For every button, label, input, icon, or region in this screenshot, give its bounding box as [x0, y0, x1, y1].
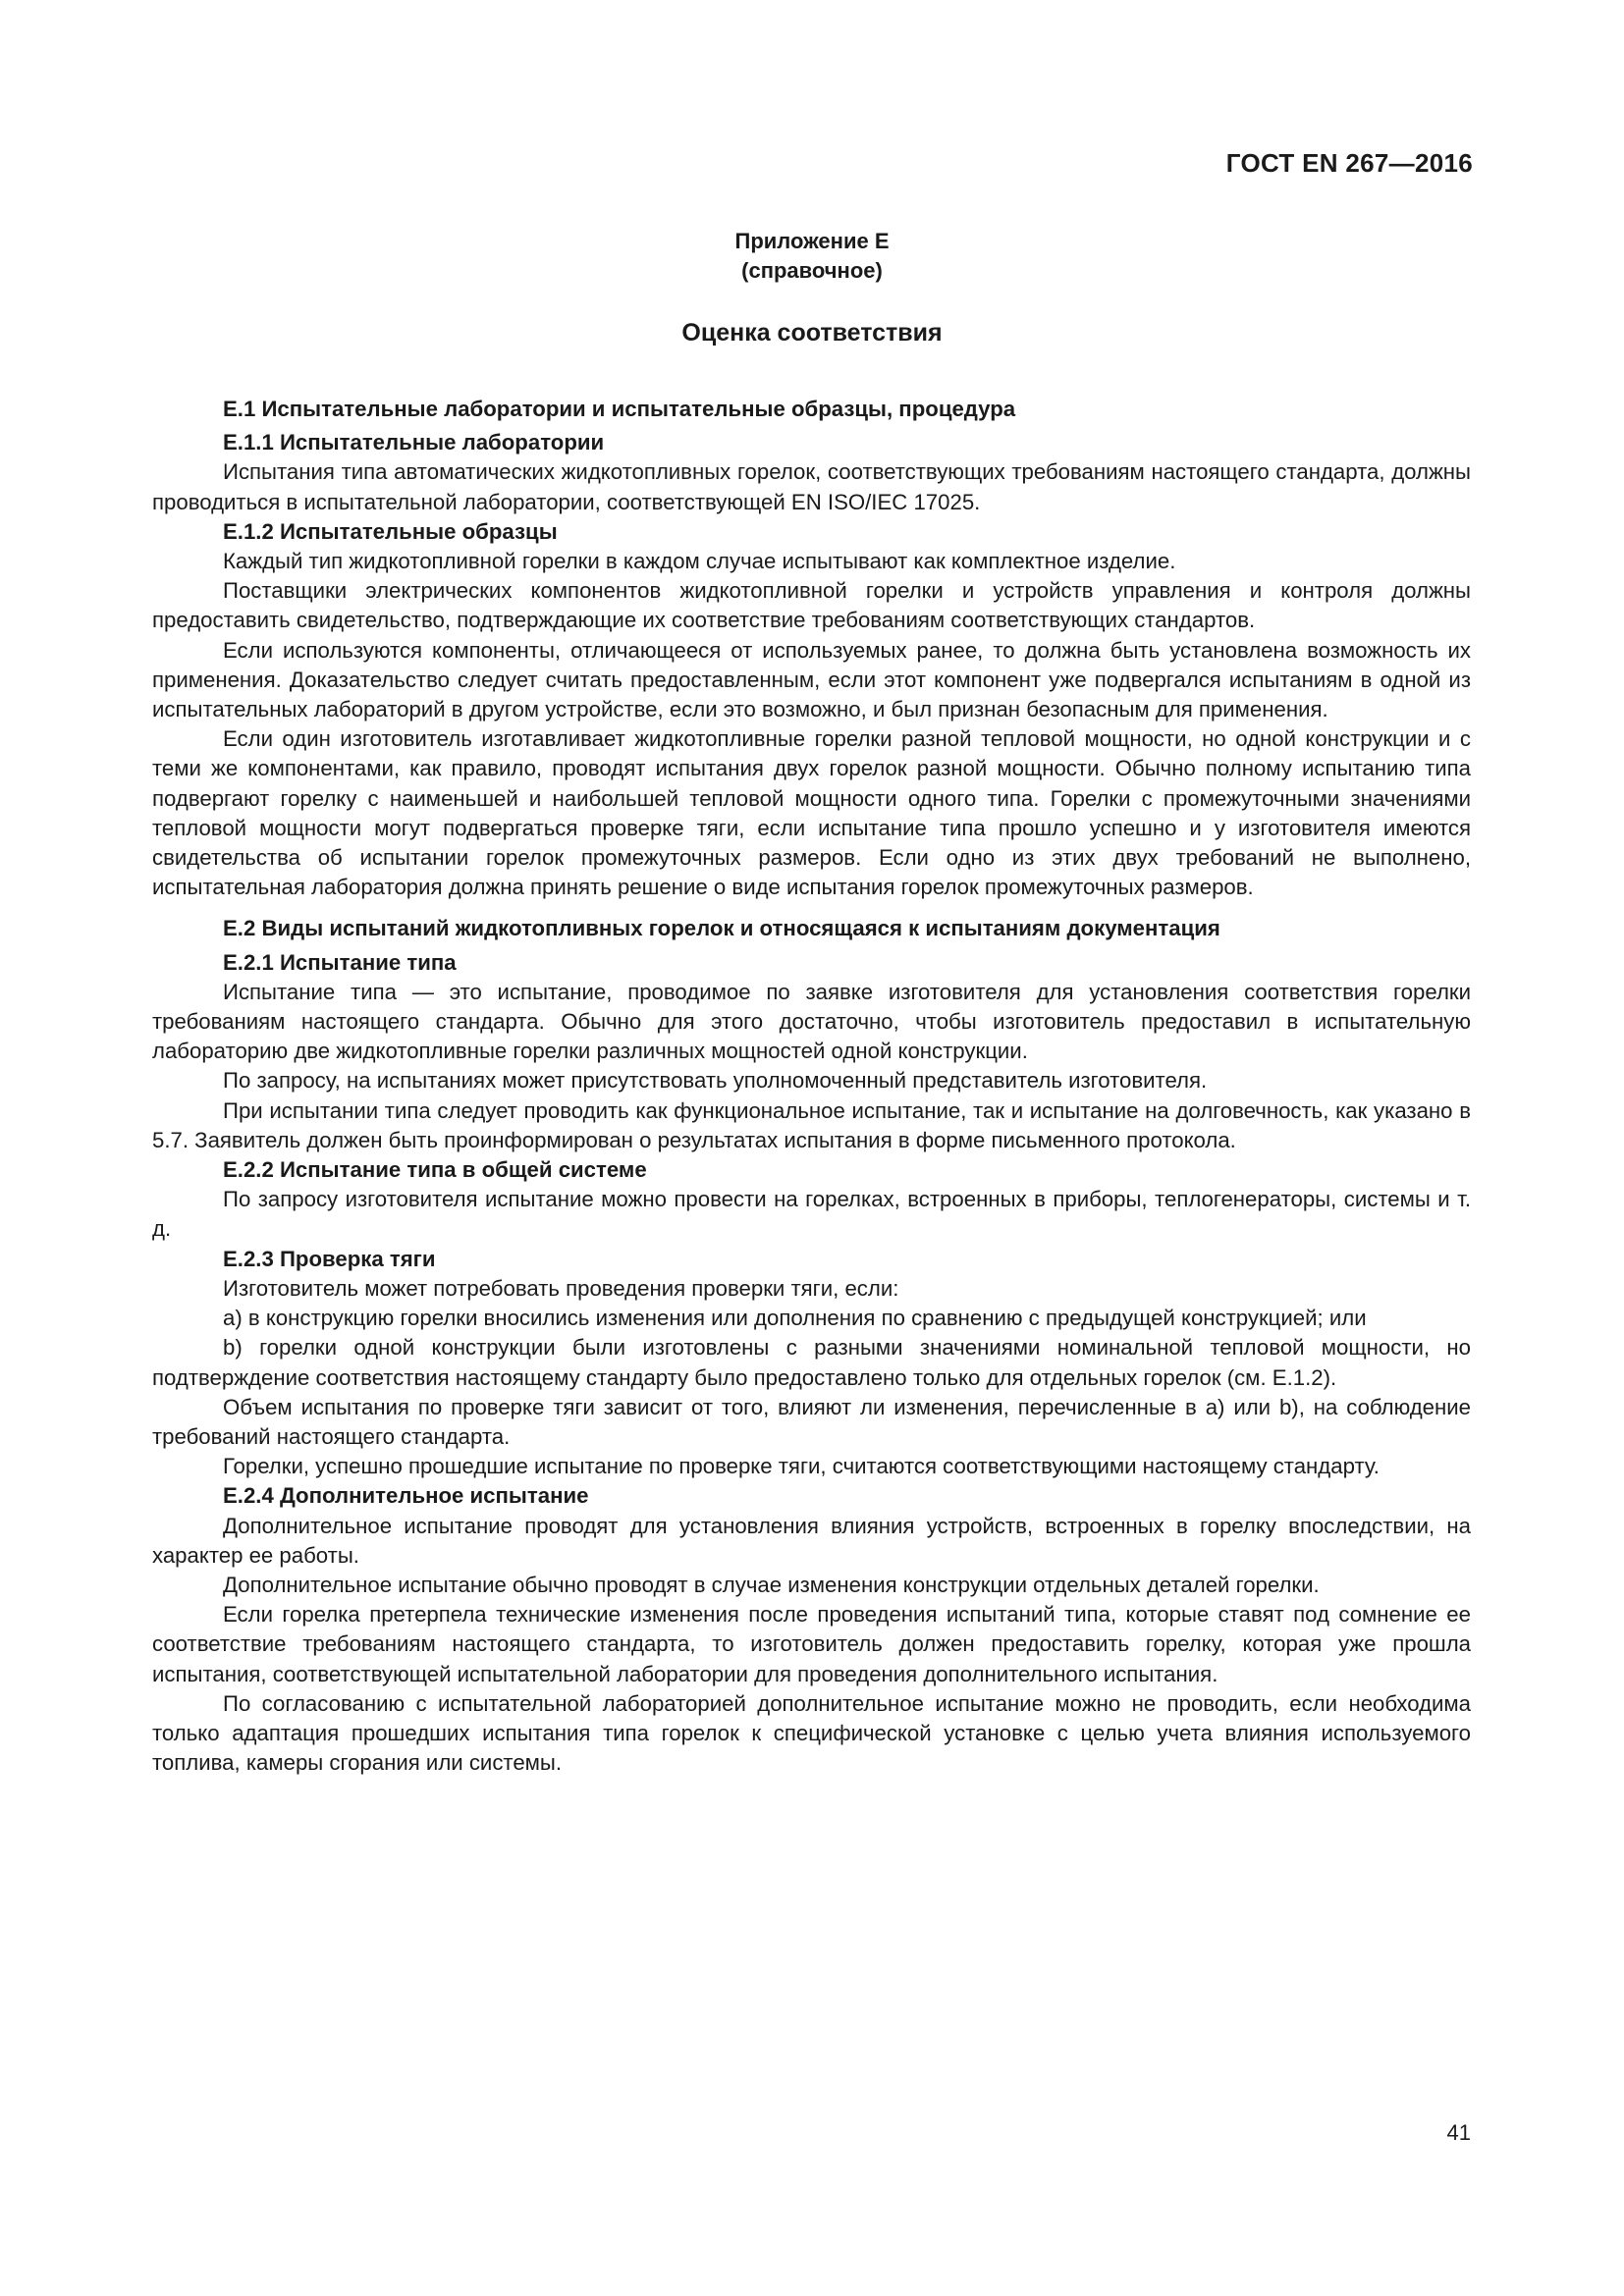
page-number: 41	[1446, 2120, 1471, 2145]
paragraph: Испытания типа автоматических жидкотопливных горелок, соответствующих требованиям настоящего стандарта, должны проводиться в испытательной лаборатории, соответствующей EN ISO/IEC 17025.	[152, 459, 1471, 514]
subsection-heading: Е.2.2 Испытание типа в общей системе	[223, 1157, 647, 1183]
paragraph: Если один изготовитель изготавливает жидкотопливные горелки разной тепловой мощности, но одной конструкции и с теми же компонентами, как правило, проводят испытания двух горелок разной мощности. Обычно полному испытанию типа подвергают горелку с наименьшей и наибольшей тепловой мощности одного типа. Горелки с промежуточными значениями тепловой мощности могут подвергаться проверке тяги, если испытание типа прошло успешно и у изготовителя имеются свидетельства об испытании горелок промежуточных размеров. Если одно из этих двух требований не выполнено, испытательная лаборатория должна принять решение о виде испытания горелок промежуточных размеров.	[152, 726, 1471, 900]
list-item: b) горелки одной конструкции были изготовлены с разными значениями номинальной тепловой мощности, но подтверждение соответствия настоящему стандарту было предоставлено только для отдельных горелок (см. Е.1.2).	[152, 1335, 1471, 1390]
paragraph: Дополнительное испытание обычно проводят в случае изменения конструкции отдельных деталей горелки.	[223, 1572, 1320, 1597]
subsection-heading: Е.2.3 Проверка тяги	[223, 1246, 436, 1271]
subsection-heading: Е.1.2 Испытательные образцы	[223, 518, 558, 544]
paragraph: Если горелка претерпела технические изменения после проведения испытаний типа, которые ставят под сомнение ее соответствие требованиям настоящего стандарта, то изготовитель должен предоставить горелку, которая уже прошла испытания, соответствующей испытательной лаборатории для проведения дополнительного испытания.	[152, 1602, 1471, 1686]
paragraph: Дополнительное испытание проводят для установления влияния устройств, встроенных в горелку впоследствии, на характер ее работы.	[152, 1513, 1471, 1568]
paragraph: Испытание типа — это испытание, проводимое по заявке изготовителя для установления соответствия горелки требованиям настоящего стандарта. Обычно для этого достаточно, чтобы изготовитель предоставил в испытательную лабораторию две жидкотопливные горелки различных мощностей одной конструкции.	[152, 979, 1471, 1064]
annex-heading	[0, 227, 1624, 286]
paragraph: Если используются компоненты, отличающееся от используемых ранее, то должна быть установлена возможность их применения. Доказательство следует считать предоставленным, если этот компонент уже подвергался испытаниям в одной из испытательных лабораторий в другом устройстве, если это возможно, и был признан безопасным для применения.	[152, 637, 1471, 722]
section-heading: Е.1 Испытательные лаборатории и испытательные образцы, процедура	[223, 397, 1016, 421]
paragraph: По запросу, на испытаниях может присутствовать уполномоченный представитель изготовителя.	[223, 1068, 1208, 1094]
paragraph: При испытании типа следует проводить как функциональное испытание, так и испытание на долговечность, как указано в 5.7. Заявитель должен быть проинформирован о результатах испытания в форме письменного протокола.	[152, 1097, 1471, 1152]
paragraph: Каждый тип жидкотопливной горелки в каждом случае испытывают как комплектное изделие.	[223, 549, 1176, 574]
paragraph: Изготовитель может потребовать проведения проверки тяги, если:	[223, 1275, 899, 1301]
paragraph: По запросу изготовителя испытание можно провести на горелках, встроенных в приборы, теплогенераторы, системы и т. д.	[152, 1187, 1471, 1242]
document-body	[152, 395, 1471, 1778]
annex-title: Оценка соответствия	[681, 319, 943, 347]
paragraph: Объем испытания по проверке тяги зависит от того, влияют ли изменения, перечисленные в a) или b), на соблюдение требований настоящего стандарта.	[152, 1394, 1471, 1449]
annex-label: Приложение Е	[734, 229, 890, 253]
standard-designation: ГОСТ EN 267—2016	[1225, 148, 1473, 178]
list-item: a) в конструкцию горелки вносились изменения или дополнения по сравнению с предыдущей конструкцией; или	[223, 1306, 1367, 1331]
subsection-heading: Е.2.4 Дополнительное испытание	[223, 1483, 589, 1509]
paragraph: По согласованию с испытательной лабораторией дополнительное испытание можно не проводить, если необходима только адаптация прошедших испытания типа горелок к специфической установке с целью учета влияния используемого топлива, камеры сгорания или системы.	[152, 1690, 1471, 1776]
section-heading: Е.2 Виды испытаний жидкотопливных горелок и относящаяся к испытаниям документация	[223, 916, 1220, 941]
paragraph: Поставщики электрических компонентов жидкотопливной горелки и устройств управления и контроля должны предоставить свидетельство, подтверждающие их соответствие требованиям соответствующих стандартов.	[152, 578, 1471, 633]
annex-kind: (справочное)	[741, 258, 883, 283]
paragraph: Горелки, успешно прошедшие испытание по проверке тяги, считаются соответствующими настоящему стандарту.	[223, 1454, 1380, 1479]
subsection-heading: Е.1.1 Испытательные лаборатории	[223, 430, 605, 455]
subsection-heading: Е.2.1 Испытание типа	[223, 949, 457, 975]
